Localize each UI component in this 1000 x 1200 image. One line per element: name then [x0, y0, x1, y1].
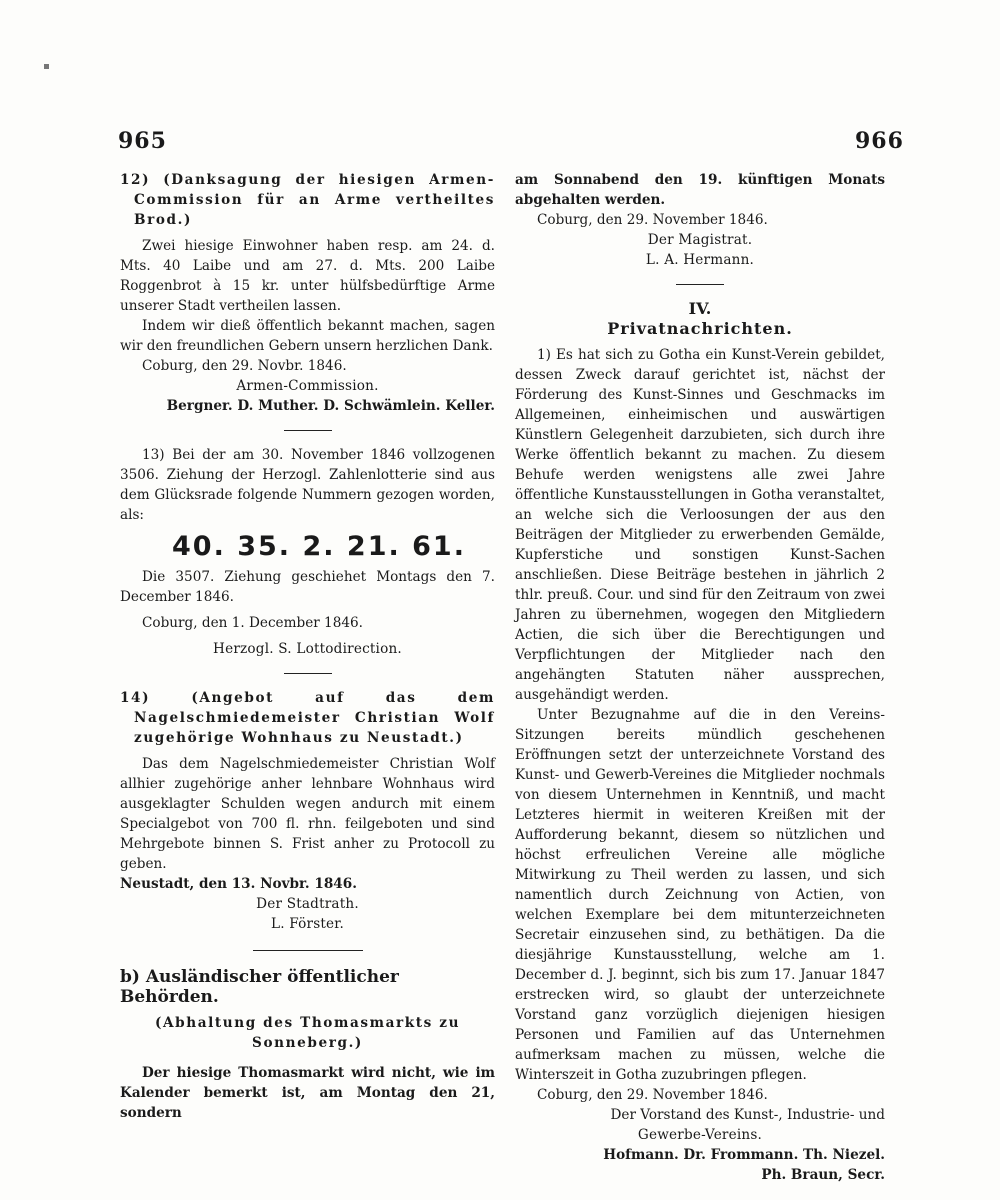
divider — [284, 673, 332, 674]
section-roman-numeral: IV. — [688, 299, 712, 318]
item12-place-date: Coburg, den 29. Novbr. 1846. — [142, 358, 347, 374]
section-b-body: Der hiesige Thomasmarkt wird nicht, wie im Kalender bemerkt ist, am Montag den 21, sondern — [120, 1065, 495, 1121]
item12-heading: 12) (Danksagung der hiesigen Armen-Commission für an Arme vertheiltes Brod.) — [120, 172, 495, 228]
left-column — [120, 170, 495, 1123]
board-signatures2: Ph. Braun, Secr. — [761, 1167, 885, 1183]
right-column — [515, 170, 885, 1185]
item13-authority: Herzogl. S. Lottodirection. — [213, 641, 402, 657]
lottery-numbers: 40. 35. 2. 21. 61. — [172, 531, 466, 562]
sonneberg-authority: Der Magistrat. — [647, 232, 753, 248]
item14-signature: L. Förster. — [270, 916, 345, 932]
item12-body2: Indem wir dieß öffentlich bekannt machen, sagen wir den freundlichen Gebern unsern herzlichen Dank. — [120, 318, 495, 354]
section-b-subheading: (Abhaltung des Thomasmarkts zu Sonneberg.) — [154, 1015, 461, 1051]
board-line2: Gewerbe-Vereins. — [637, 1127, 763, 1143]
continuation-text: am Sonnabend den 19. künftigen Monats abgehalten werden. — [515, 172, 885, 208]
divider — [676, 284, 724, 285]
board-line1: Der Vorstand des Kunst-, Industrie- und — [610, 1107, 885, 1123]
page-number-left: 965 — [118, 128, 167, 154]
item13-body1: 13) Bei der am 30. November 1846 vollzogenen 3506. Ziehung der Herzogl. Zahlenlotterie sind aus dem Glücksrade folgende Nummern gezogen worden, als: — [120, 447, 495, 523]
item12-body1: Zwei hiesige Einwohner haben resp. am 24. d. Mts. 40 Laibe und am 27. d. Mts. 200 Laibe Roggenbrot à 15 kr. unter hülfsbedürftige Arme unserer Stadt vertheilen lassen. — [120, 238, 495, 314]
item12-authority: Armen-Commission. — [236, 378, 379, 394]
item1-paragraph2: Unter Bezugnahme auf die in den Vereins-Sitzungen bereits mündlich geschehenen Eröffnungen setzt der unterzeichnete Vorstand des Kunst- und Gewerb-Vereines die Mitglieder nochmals von diesem Unternehmen in Kenntniß, und macht Letzteres hiermit in weiteren Kreißen mit der Aufforderung bekannt, diesem so nützlichen und höchst erfreulichen Vereine alle mögliche Mitwirkung zu Theil werden zu lassen, und sich namentlich durch Zeichnung von Actien, von welchen Exemplare bei dem mitunterzeichneten Secretair einzusehen sind, zu bethätigen. Da die diesjährige Kunstausstellung, welche am 1. December d. J. beginnt, sich bis zum 17. Januar 1847 erstrecken wird, so glaubt der unterzeichnete Vorstand ganz vorzüglich diejenigen hiesigen Personen und Familien auf das Unternehmen aufmerksam machen zu müssen, welche die Winterszeit in Gotha zuzubringen pflegen. — [515, 707, 885, 1083]
divider — [284, 430, 332, 431]
privatnachrichten-heading: Privatnachrichten. — [607, 319, 793, 338]
item1-paragraph1: 1) Es hat sich zu Gotha ein Kunst-Verein gebildet, dessen Zweck darauf gerichtet ist, nächst der Förderung des Kunst-Sinnes und Geschmacks im Allgemeinen, einheimischen und auswärtigen Künstlern Gelegenheit darzubieten, sich durch ihre Werke öffentlich bekannt zu machen. Zu diesem Behufe werden wenigstens alle zwei Jahre öffentliche Kunstausstellungen in Gotha veranstaltet, an welche sich die Verloosungen der aus den Beiträgen der Mitglieder zu erwerbenden Gemälde, Kupferstiche und sonstigen Kunst-Sachen anschließen. Diese Beiträge bestehen in jährlich 2 thlr. preuß. Cour. und sind für den Zeitraum von zwei Jahren zu übernehmen, wogegen den Mitgliedern Actien, die sich über die Berechtigungen und Verpflichtungen der Mitglieder nach den angehängten Statuten näher aussprechen, ausgehändigt werden. — [515, 347, 885, 703]
sonneberg-place-date: Coburg, den 29. November 1846. — [537, 212, 768, 228]
item12-signatures: Bergner. D. Muther. D. Schwämlein. Keller. — [166, 398, 495, 414]
item14-authority: Der Stadtrath. — [256, 896, 359, 912]
item14-body: Das dem Nagelschmiedemeister Christian Wolf allhier zugehörige anher lehnbare Wohnhaus wird ausgeklagter Schulden wegen andurch mit einem Specialgebot von 700 fl. rhn. feilgeboten und sind Mehrgebote binnen S. Frist anher zu Protocoll zu geben. — [120, 756, 495, 872]
item13-place-date: Coburg, den 1. December 1846. — [142, 615, 363, 631]
sonneberg-signature: L. A. Hermann. — [645, 252, 755, 268]
item14-heading: 14) (Angebot auf das dem Nagelschmiedemeister Christian Wolf zugehörige Wohnhaus zu Neustadt.) — [120, 690, 495, 746]
page-number-right: 966 — [855, 128, 904, 154]
item13-body2: Die 3507. Ziehung geschiehet Montags den 7. December 1846. — [120, 569, 495, 605]
section-divider — [253, 950, 363, 951]
section-b-heading: b) Ausländischer öffentlicher Behörden. — [120, 967, 399, 1007]
board-signatures1: Hofmann. Dr. Frommann. Th. Niezel. — [603, 1147, 885, 1163]
item1-place-date: Coburg, den 29. November 1846. — [537, 1087, 768, 1103]
item14-place-date: Neustadt, den 13. Novbr. 1846. — [120, 876, 357, 892]
scan-speck — [44, 64, 49, 69]
